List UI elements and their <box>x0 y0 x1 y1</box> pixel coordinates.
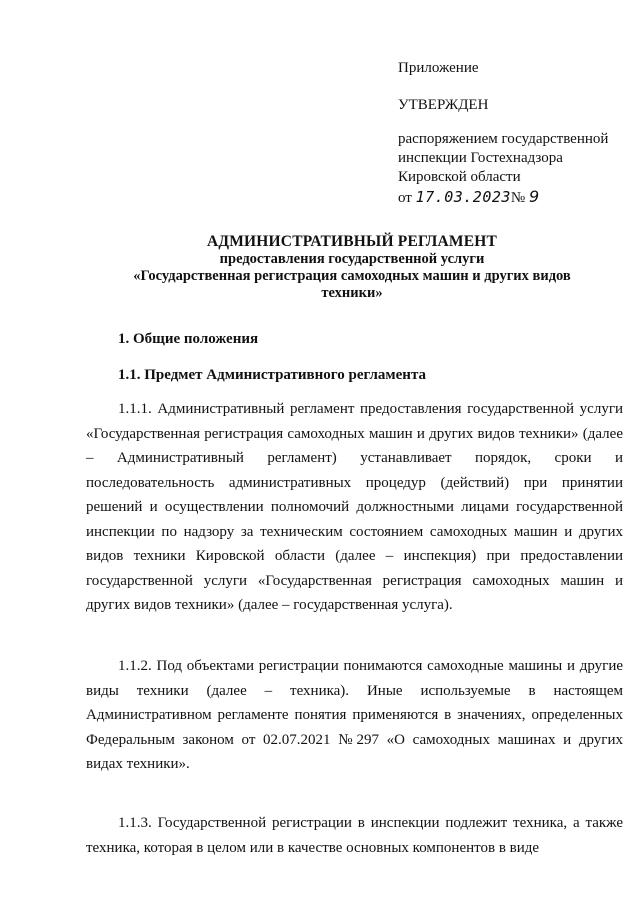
paragraph-1-1-3: 1.1.3. Государственной регистрации в инспекции подлежит техника, а также техника, которая в целом или в качестве основных компонентов в виде <box>86 815 623 856</box>
approved-by-line-3: Кировской области <box>398 169 521 185</box>
paragraph-1-1-1: 1.1.1. Административный регламент предоставления государственной услуги «Государственная регистрация самоходных машин и других видов техники» (далее – Административный регламент) устанавливает порядок, сроки и последовательность административных процедур (действий) при принятии решений и осуществлении полномочий должностными лицами государственной инспекции по надзору за техническим состоянием самоходных машин и других видов техники Кировской области (далее – инспекция) при предоставлении государственной услуги «Государственная регистрация самоходных машин и других видов техники» (далее – государственная услуга). <box>86 401 623 613</box>
date-prefix: от <box>398 190 412 206</box>
document-title: АДМИНИСТРАТИВНЫЙ РЕГЛАМЕНТ <box>206 233 498 250</box>
section-heading-subject: 1.1. Предмет Административного регламента <box>118 367 427 383</box>
approved-label: УТВЕРЖДЕН <box>398 97 489 113</box>
number-sign: № <box>510 190 526 206</box>
document-title-block <box>80 232 624 302</box>
handwritten-number: 9 <box>528 187 540 206</box>
paragraph-1-1-2: 1.1.2. Под объектами регистрации понимаются самоходные машины и другие виды техники (далее – техника). Иные используемые в настоящем Административном регламенте понятия применяются в значениях, определенных Федеральным законом от 02.07.2021 №297 «О самоходных машинах и других видах техники». <box>86 658 623 772</box>
approval-date-line <box>398 187 638 208</box>
document-subtitle-line-3: техники» <box>321 285 383 301</box>
handwritten-date: 17.03.2023 <box>415 188 511 206</box>
appendix-label: Приложение <box>398 60 479 76</box>
approval-block <box>398 59 638 208</box>
section-heading-general: 1. Общие положения <box>118 331 259 347</box>
document-subtitle-line-2: «Государственная регистрация самоходных машин и других видов <box>133 268 571 284</box>
approved-by-line-2: инспекции Гостехнадзора <box>398 150 563 166</box>
document-subtitle-line-1: предоставления государственной услуги <box>219 251 485 267</box>
approved-by-line-1: распоряжением государственной <box>398 131 609 147</box>
